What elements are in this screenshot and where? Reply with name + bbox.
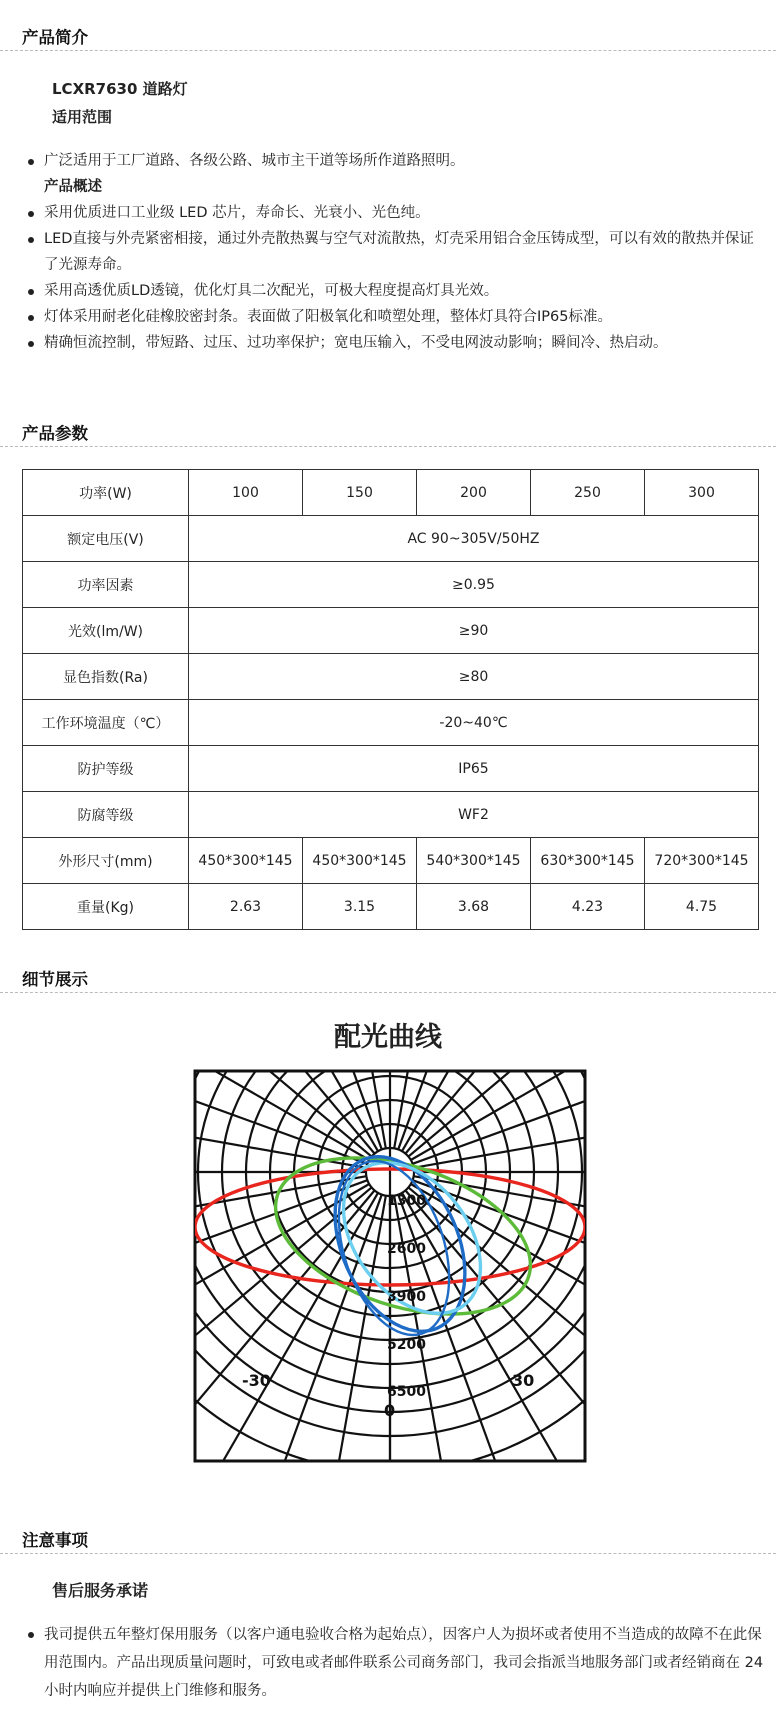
power-cell: 150 [303, 470, 417, 516]
angle-label: 0 [384, 1401, 396, 1420]
size-cell: 720*300*145 [645, 838, 759, 884]
size-cell: 450*300*145 [303, 838, 417, 884]
feature-item: 灯体采用耐老化硅橡胶密封条。表面做了阳极氧化和喷塑处理，整体灯具符合IP65标准。 [22, 304, 764, 330]
table-row [23, 884, 759, 930]
param-label: 光效(lm/W) [23, 608, 189, 654]
feature-list [22, 200, 764, 356]
radial-label: 6500 [387, 1384, 426, 1400]
weight-cell: 3.15 [303, 884, 417, 930]
param-value: -20~40℃ [189, 700, 759, 746]
feature-item: 采用优质进口工业级 LED 芯片，寿命长、光衰小、光色纯。 [22, 200, 764, 226]
table-row [23, 838, 759, 884]
overview-heading: 产品概述 [44, 179, 102, 195]
param-label: 防护等级 [23, 746, 189, 792]
power-cell: 200 [417, 470, 531, 516]
table-row [23, 562, 759, 608]
section-title-details: 细节展示 [22, 970, 88, 989]
section-divider [0, 446, 776, 447]
param-label: 功率因素 [23, 562, 189, 608]
feature-item: 采用高透优质LD透镜，优化灯具二次配光，可极大程度提高灯具光效。 [22, 278, 764, 304]
param-label: 额定电压(V) [23, 516, 189, 562]
weight-cell: 4.75 [645, 884, 759, 930]
param-value: ≥80 [189, 654, 759, 700]
param-label: 外形尺寸(mm) [23, 838, 189, 884]
table-row [23, 746, 759, 792]
table-row [23, 470, 759, 516]
param-label: 防腐等级 [23, 792, 189, 838]
weight-cell: 3.68 [417, 884, 531, 930]
section-divider [0, 1553, 776, 1554]
section-divider [0, 50, 776, 51]
section-divider [0, 992, 776, 993]
product-name: LCXR7630 道路灯 [52, 80, 188, 98]
intro-list [22, 148, 762, 174]
radial-label: 3900 [387, 1289, 426, 1305]
service-item: 我司提供五年整灯保用服务（以客户通电验收合格为起始点），因客户人为损坏或者使用不当造成的故障不在此保用范围内。产品出现质量问题时，可致电或者邮件联系公司商务部门，我司会指派当地服务部门或者经销商在 24 小时内响应并提供上门维修和服务。 [22, 1621, 768, 1705]
param-value: ≥0.95 [189, 562, 759, 608]
param-label: 重量(Kg) [23, 884, 189, 930]
params-table [22, 469, 759, 930]
chart-title: 配光曲线 [334, 1022, 442, 1053]
feature-item: 精确恒流控制，带短路、过压、过功率保护；宽电压输入，不受电网波动影响；瞬间冷、热启动。 [22, 330, 764, 356]
param-value: IP65 [189, 746, 759, 792]
section-title-params: 产品参数 [22, 424, 88, 443]
param-label: 工作环境温度（℃） [23, 700, 189, 746]
radial-label: 1300 [387, 1193, 426, 1209]
angle-label: -30 [242, 1371, 271, 1390]
table-row [23, 608, 759, 654]
service-list [22, 1621, 768, 1705]
size-cell: 630*300*145 [531, 838, 645, 884]
scope-heading: 适用范围 [52, 108, 113, 126]
polar-light-distribution-chart [190, 1066, 590, 1466]
param-value: WF2 [189, 792, 759, 838]
radial-label: 5200 [387, 1337, 426, 1353]
section-title-notice: 注意事项 [22, 1531, 88, 1550]
scope-item: 广泛适用于工厂道路、各级公路、城市主干道等场所作道路照明。 [22, 148, 762, 174]
power-cell: 300 [645, 470, 759, 516]
section-title-intro: 产品简介 [22, 28, 88, 47]
param-value: ≥90 [189, 608, 759, 654]
angle-label: 30 [512, 1371, 535, 1390]
power-cell: 100 [189, 470, 303, 516]
param-label: 显色指数(Ra) [23, 654, 189, 700]
param-label: 功率(W) [23, 470, 189, 516]
table-row [23, 792, 759, 838]
table-row [23, 516, 759, 562]
table-row [23, 700, 759, 746]
radial-label: 2600 [387, 1241, 426, 1257]
service-heading: 售后服务承诺 [52, 1581, 149, 1600]
size-cell: 540*300*145 [417, 838, 531, 884]
size-cell: 450*300*145 [189, 838, 303, 884]
weight-cell: 2.63 [189, 884, 303, 930]
feature-item: LED直接与外壳紧密相接，通过外壳散热翼与空气对流散热，灯壳采用铝合金压铸成型，可以有效的散热并保证了光源寿命。 [22, 226, 764, 278]
param-value: AC 90~305V/50HZ [189, 516, 759, 562]
weight-cell: 4.23 [531, 884, 645, 930]
power-cell: 250 [531, 470, 645, 516]
table-row [23, 654, 759, 700]
